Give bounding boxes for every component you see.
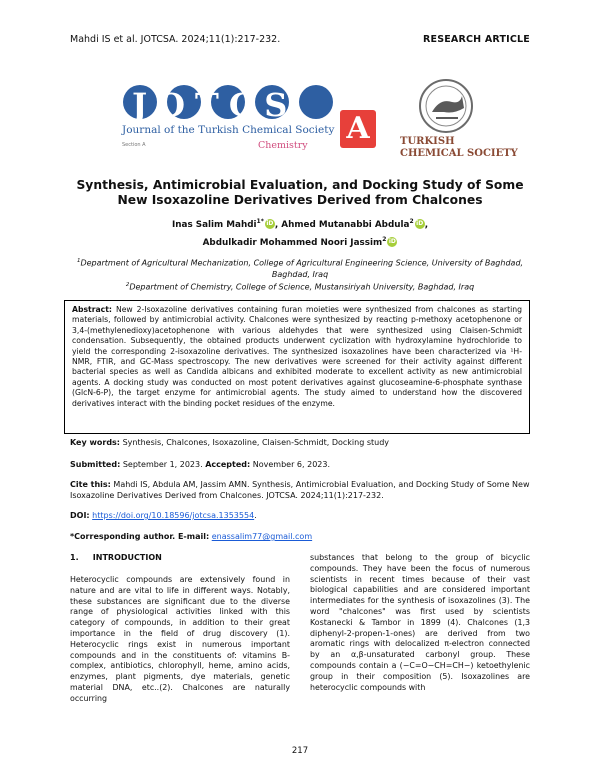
affiliation-1-text: Department of Agricultural Mechanization, College of Agricultural Engineering Science, University of Baghdad, Baghdad, Iraq — [80, 258, 524, 279]
cite-label: Cite this: — [70, 480, 111, 489]
author-line-1 — [70, 218, 530, 230]
section-title: INTRODUCTION — [92, 553, 162, 562]
section-heading-introduction — [70, 553, 162, 562]
submitted-date: September 1, 2023. — [122, 460, 203, 469]
submitted-label: Submitted: — [70, 460, 121, 469]
logo-journal-line: Journal of the Turkish Chemical Society — [122, 124, 335, 136]
society-name — [400, 136, 520, 160]
section-number: 1. — [70, 553, 79, 562]
orcid-icon[interactable]: iD — [388, 237, 396, 245]
orcid-icon[interactable]: iD — [416, 219, 424, 227]
society-name-line-1: TURKISH — [400, 136, 455, 147]
doi — [70, 510, 530, 521]
keywords-text: Synthesis, Chalcones, Isoxazoline, Claisen-Schmidt, Docking study — [122, 438, 389, 447]
author-separator: , — [274, 219, 279, 230]
body-column-right: substances that belong to the group of bicyclic compounds. They have been the focus of numerous scientists in recent times because of their vast biological capabilities and are considered important intermediates for the synthesis of isoxazolines (3). The word "chalcones" was first used by scientists Kostanecki & Tambor in 1899 (4). Chalcones (1,3 diphenyl-2-propen-1-ones) are derived from two aromatic rings with delocalized π-electron connected by an α,β-unsaturated carbonyl group. These compounds contain a (−C=O−CH=CH−) ketoethylenic group in their composition (5). Isoxazolines are heterocyclic compounds with — [310, 553, 530, 692]
article-title: Synthesis, Antimicrobial Evaluation, and Docking Study of Some New Isoxazoline Derivatives Derived from Chalcones — [76, 178, 524, 207]
society-emblem-icon — [414, 78, 478, 134]
corresponding-author — [70, 531, 530, 542]
affiliation-2-sup: 2 — [125, 282, 130, 288]
keywords — [70, 437, 530, 448]
page-number: 217 — [291, 746, 309, 756]
logo-letters: JOTCS — [132, 86, 298, 124]
dates — [70, 459, 530, 470]
running-citation: Mahdi IS et al. JOTCSA. 2024;11(1):217-232. — [70, 34, 281, 45]
author-1-sup: 1* — [256, 218, 264, 225]
section-a-badge: A — [340, 110, 376, 148]
abstract-box — [64, 300, 530, 434]
author-2-sup: 2 — [409, 218, 414, 225]
affiliation-2 — [70, 280, 530, 293]
keywords-label: Key words: — [70, 438, 121, 447]
author-1: Inas Salim Mahdi — [171, 219, 257, 230]
corresponding-email-link[interactable]: enassalim77@gmail.com — [211, 532, 313, 541]
author-separator: , — [424, 219, 429, 230]
affiliation-2-text: Department of Chemistry, College of Science, Mustansiriyah University, Baghdad, Iraq — [129, 282, 475, 292]
orcid-icon[interactable]: iD — [266, 219, 274, 227]
cite-text: Mahdi IS, Abdula AM, Jassim AMN. Synthesis, Antimicrobial Evaluation, and Docking Study of Some New Isoxazoline Derivatives Derived from Chalcones. JOTCSA. 2024;11(1):217-232. — [70, 480, 530, 500]
body-column-left: Heterocyclic compounds are extensively found in nature and are vital to life in different ways. Notably, these substances are significant due to the diverse range of physiological activities linked with this category of compounds, in addition to their great importance in the field of drug discovery (1). Heterocyclic rings exist in numerous important compounds and in the constituents of: vitamins B-complex, antibiotics, chlorophyll, heme, amino acids, enzymes, plant pigments, dye materials, genetic material DNA, etc..(2). Chalcones are naturally occurring — [70, 575, 290, 703]
author-2: Ahmed Mutanabbi Abdula — [281, 219, 410, 230]
author-line-2 — [70, 236, 530, 248]
logo-chemistry: Chemistry — [258, 140, 308, 151]
affiliation-1 — [70, 256, 530, 280]
abstract-text: New 2-Isoxazoline derivatives containing furan moieties were synthesized from chalcones as starting materials, followed by antimicrobial activity. Chalcones were synthesized by reacting p-methoxy acetophenone or 3,4-(methylenedioxy)acetophenone with various aldehydes that were synthesized using Claisen-Schmidt condensation. Subsequently, the obtained products underwent cyclization with hydroxylamine hydrochloride to yield the corresponding 2-isoxazoline derivatives. The synthesized isoxazolines have been characterized via ¹H-NMR, FTIR, and GC-Mass spectroscopy. The new derivatives were screened for their activity against different bacterial species as well as Candida albicans and exhibited moderate to excellent activity as new antimicrobial agents. A docking study was conducted on most potent derivatives against glucoseamine-6-phosphate synthase (GlcN-6-P), the target enzyme for antimicrobial agents. The study aimed to understand how the discovered derivatives interact with the binding pocket residues of the enzyme. — [72, 305, 522, 408]
abstract-label: Abstract: — [72, 305, 112, 314]
society-name-line-2: CHEMICAL SOCIETY — [400, 148, 518, 159]
doi-link[interactable]: https://doi.org/10.18596/jotcsa.1353554 — [92, 511, 255, 520]
corresponding-label: *Corresponding author. E-mail: — [70, 532, 210, 541]
accepted-date: November 6, 2023. — [252, 460, 331, 469]
article-type: RESEARCH ARTICLE — [422, 34, 530, 45]
logo-section: Section A — [122, 142, 146, 148]
doi-label: DOI: — [70, 511, 90, 520]
doi-trail: . — [254, 511, 257, 520]
journal-logo — [118, 84, 364, 162]
author-3: Abdulkadir Mohammed Noori Jassim — [202, 237, 383, 248]
accepted-label: Accepted: — [205, 460, 251, 469]
cite-this — [70, 479, 530, 501]
author-3-sup: 2 — [382, 236, 387, 243]
affiliation-1-sup: 1 — [76, 258, 81, 264]
